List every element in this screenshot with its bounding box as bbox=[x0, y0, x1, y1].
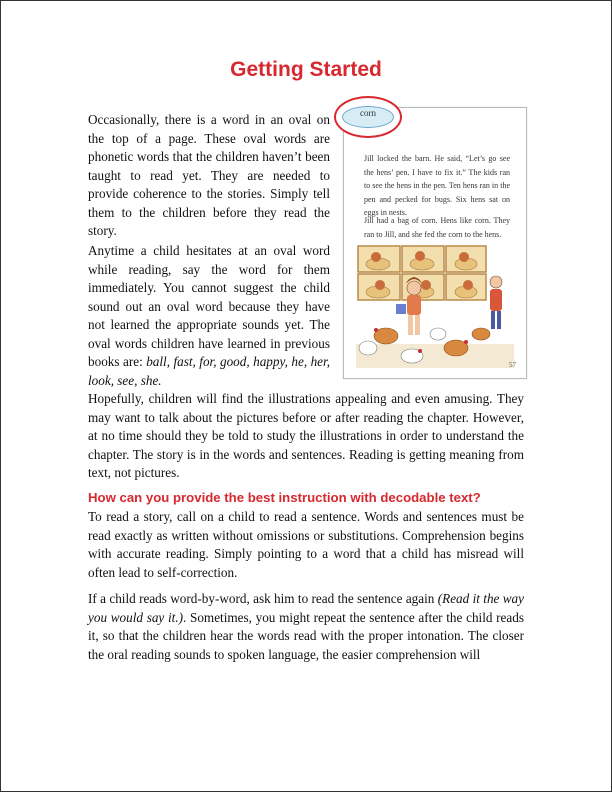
paragraph-read-story: To read a story, call on a child to read a sentence. Words and sentences must be read exactly as written without omissions or substitutions. Comprehension begins with accurate reading. Simply pointing to a word that a child has misread will often lead to self-correction. bbox=[88, 509, 524, 580]
oval-word-list: ball, fast, for, good, happy, he, her, look, see, she. bbox=[88, 354, 330, 388]
book-page-text-1: Jill locked the barn. He said, “Let’s go see the hens’ pen. I have to fix it.” The kids ran to see the hens in the pen. Ten hens ran in the pen and pecked for bugs. Six hens sat on eggs in nests. bbox=[364, 154, 510, 217]
book-page-number: 57 bbox=[509, 361, 516, 369]
page-title: Getting Started bbox=[230, 58, 382, 81]
paragraph-word-by-word-b: . Sometimes, you might repeat the sentence after the child reads it, so that the children hear the words read with the proper intonation. The closer the oral reading sounds to spoken language, the easier comprehension will bbox=[88, 609, 524, 662]
paragraph-hesitation bbox=[88, 242, 330, 390]
oval-word-text: corn bbox=[360, 108, 376, 118]
book-page-sample bbox=[343, 107, 527, 379]
paragraph-word-by-word-a: If a child reads word-by-word, ask him to read the sentence again bbox=[88, 591, 438, 606]
hens-illustration bbox=[356, 244, 514, 368]
paragraph-illustrations: Hopefully, children will find the illustrations appealing and even amusing. They may want to talk about the pictures before or after reading the chapter. However, at no time should they be told to study the illustrations in order to understand the chapter. The story is in the words and sentences. Reading is getting meaning from text, not pictures. bbox=[88, 391, 524, 480]
paragraph-oval-words: Occasionally, there is a word in an oval on the top of a page. These oval words are phonetic words that the children haven’t been taught to read yet. They are needed to provide coherence to the stories. Simply tell them to the children before they read the story. bbox=[88, 112, 330, 238]
paragraph-word-by-word bbox=[88, 590, 524, 664]
section-heading: How can you provide the best instruction with decodable text? bbox=[88, 490, 481, 505]
paragraph-hesitation-text: Anytime a child hesitates at an oval word while reading, say the word for them immediately. You cannot suggest the child sound out an oval word because they have not learned the appropriate sounds yet. The oval words children have learned in previous books are: bbox=[88, 243, 330, 369]
book-page-text-2: Jill had a bag of corn. Hens like corn. They ran to Jill, and she fed the corn to the hens. bbox=[364, 216, 510, 239]
paragraph-word-by-word-italic: (Read it the way you would say it.) bbox=[88, 591, 525, 625]
